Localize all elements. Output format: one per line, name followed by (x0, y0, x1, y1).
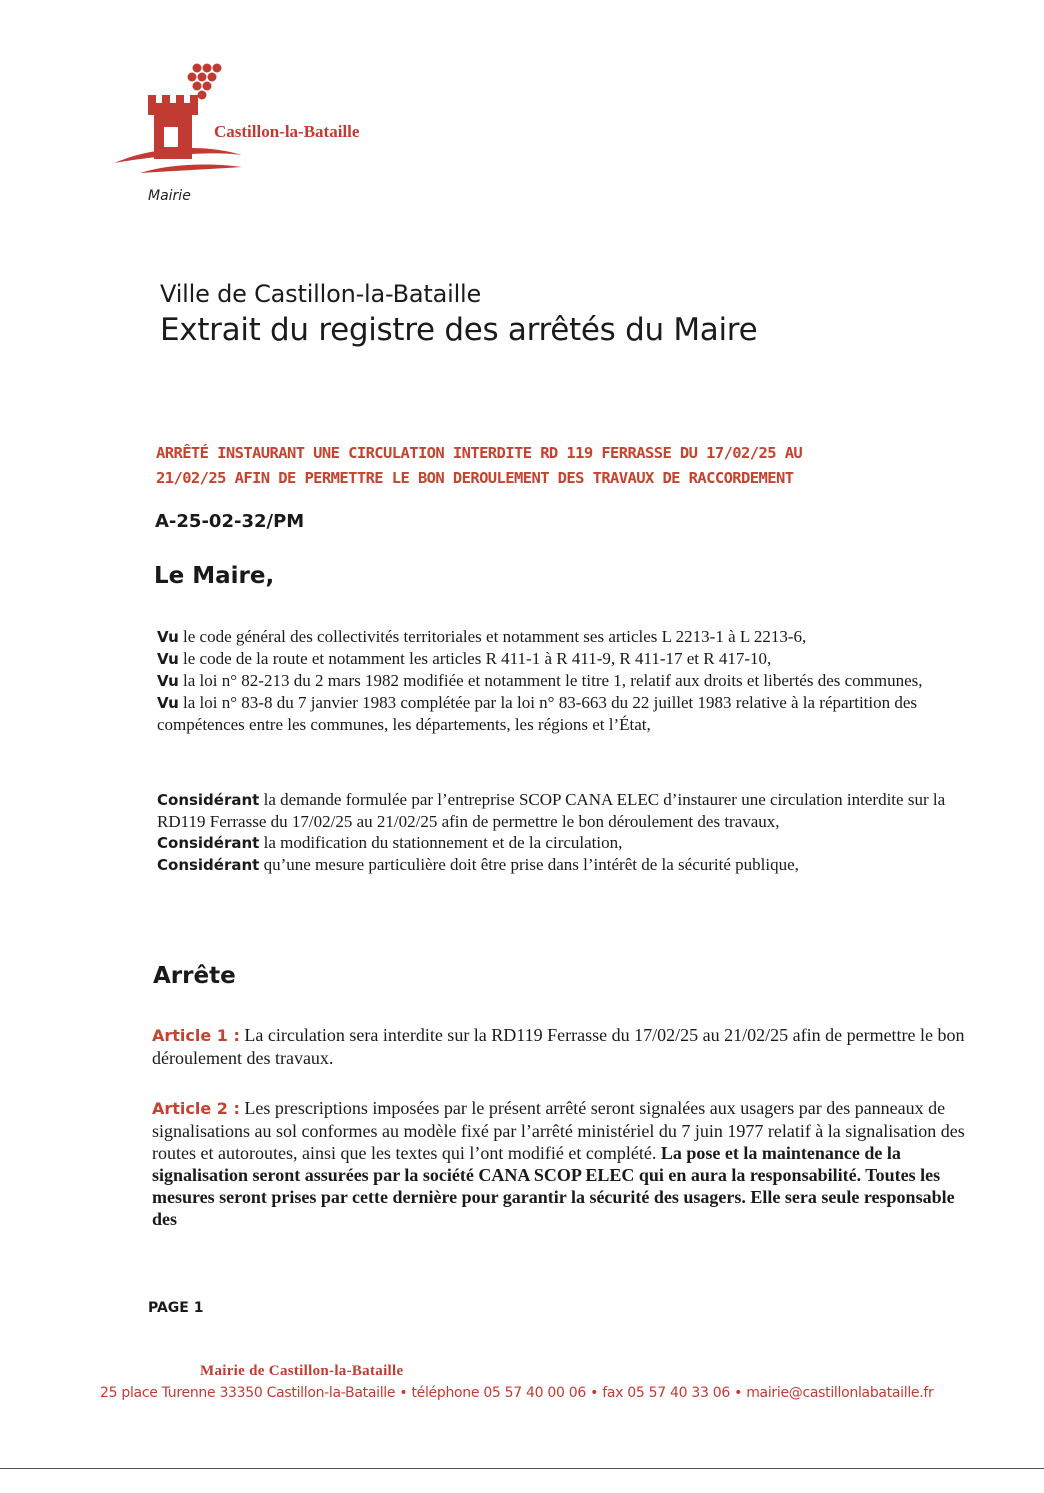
article-bold-text: La pose et la maintenance de la signalisation seront assurées par la société CANA SCOP ELEC qui en aura la responsabilité. Toutes les mesures seront prises par cette dernière pour garantir la sécurité des usagers. Elle sera seule responsable des (152, 1143, 955, 1229)
arrete-title (156, 441, 996, 491)
page-number: PAGE 1 (148, 1300, 204, 1316)
considerant-paragraph (157, 854, 957, 876)
footer-address: 25 place Turenne 33350 Castillon-la-Bataille • téléphone 05 57 40 00 06 • fax 05 57 40 33 06 • mairie@castillonlabataille.fr (100, 1385, 934, 1401)
vu-paragraph (157, 648, 957, 670)
arrete-heading: Arrête (153, 963, 236, 989)
footer-name: Mairie de Castillon-la-Bataille (200, 1363, 404, 1379)
arrete-reference: A-25-02-32/PM (155, 511, 305, 532)
vu-keyword: Vu (157, 650, 179, 668)
bottom-divider (0, 1468, 1044, 1469)
considerant-keyword: Considérant (157, 834, 260, 852)
vu-text: la loi n° 83-8 du 7 janvier 1983 complétée par la loi n° 83-663 du 22 juillet 1983 relative à la répartition des compétences entre les communes, les départements, les régions et l’État, (157, 693, 918, 734)
arrete-title-line: ARRÊTÉ INSTAURANT UNE CIRCULATION INTERDITE RD 119 FERRASSE DU 17/02/25 AU (156, 444, 803, 462)
vu-keyword: Vu (157, 694, 179, 712)
article-1 (152, 1024, 982, 1069)
considerant-paragraph (157, 832, 957, 854)
arrete-title-line: 21/02/25 AFIN DE PERMETTRE LE BON DEROULEMENT DES TRAVAUX DE RACCORDEMENT (156, 469, 794, 487)
vu-text: le code général des collectivités territoriales et notamment ses articles L 2213-1 à L 2213-6, (178, 627, 807, 646)
logo-subtitle: Mairie (148, 188, 191, 204)
considerant-paragraph (157, 789, 957, 832)
article-label: Article 2 : (152, 1099, 240, 1118)
vu-keyword: Vu (157, 672, 179, 690)
considerant-text: qu’une mesure particulière doit être prise dans l’intérêt de la sécurité publique, (259, 855, 799, 874)
article-text: La circulation sera interdite sur la RD119 Ferrasse du 17/02/25 au 21/02/25 afin de permettre le bon déroulement des travaux. (152, 1025, 965, 1068)
considerant-text: la modification du stationnement et de la circulation, (259, 833, 623, 852)
article-label: Article 1 : (152, 1026, 240, 1045)
logo-name: Castillon-la-Bataille (214, 122, 360, 141)
page-title: Extrait du registre des arrêtés du Maire (160, 312, 758, 348)
vu-text: le code de la route et notamment les articles R 411-1 à R 411-9, R 411-17 et R 417-10, (178, 649, 772, 668)
vu-paragraph (157, 692, 957, 735)
le-maire-heading: Le Maire, (154, 563, 275, 589)
vu-paragraph (157, 626, 957, 648)
vu-paragraph (157, 670, 957, 692)
considerant-text: la demande formulée par l’entreprise SCOP CANA ELEC d’instaurer une circulation interdite sur la RD119 Ferrasse du 17/02/25 au 21/02/25 afin de permettre le bon déroulement des travaux, (157, 790, 946, 831)
city-heading: Ville de Castillon-la-Bataille (160, 280, 482, 308)
vu-keyword: Vu (157, 628, 179, 646)
vu-block (157, 626, 957, 735)
considerant-keyword: Considérant (157, 856, 260, 874)
article-text: Les prescriptions imposées par le présent arrêté seront signalées aux usagers par des panneaux de signalisations au sol conformes au modèle fixé par l’arrêté ministériel du 7 juin 1977 relatif à la signalisation des routes et autoroutes, ainsi que les textes qui l’ont modifié et complété. (152, 1098, 965, 1163)
vu-text: la loi n° 82-213 du 2 mars 1982 modifiée et notamment le titre 1, relatif aux droits et libertés des communes, (178, 671, 923, 690)
considerant-block (157, 789, 957, 876)
article-2 (152, 1097, 982, 1230)
considerant-keyword: Considérant (157, 791, 260, 809)
